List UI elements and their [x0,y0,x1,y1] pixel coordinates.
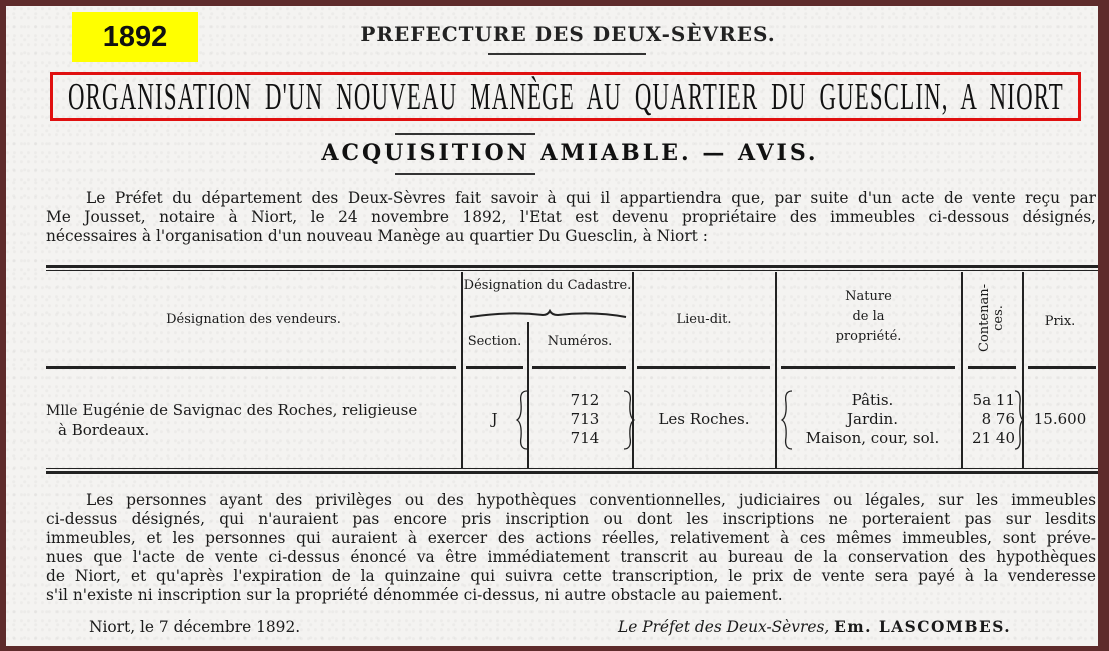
cell-prix: 15.600 [1033,410,1087,428]
header-rule [1028,366,1096,369]
signature-name: Em. LASCOMBES. [834,618,1012,636]
signature-role: Le Préfet des Deux-Sèvres, [618,618,830,636]
header-numeros: Numéros. [547,334,613,349]
closing-line: s'il n'existe ni inscription sur la propriété dénommée ci-dessus, ni autre obstacle au paiement. [46,586,783,604]
nature-item: Jardin. [847,410,898,428]
intro-line: Me Jousset, notaire à Niort, le 24 novembre 1892, l'Etat est devenu propriétaire des immeubles ci-dessous désignés, [46,208,1096,226]
article-title: ORGANISATION D'UN NOUVEAU MANÈGE AU QUARTIER DU GUESCLIN, A NIORT [67,75,1064,118]
numero-item: 712 [570,391,600,409]
header-contenances-line: ces. [991,305,1006,331]
closing-line: nues que l'acte de vente ci-dessus énoncé va être immédiatement transcrit au bureau de la conservation des hypothèques [46,548,1096,566]
header-lieu-dit: Lieu-dit. [676,312,732,327]
header-nature [776,289,961,345]
table-top-rule [46,265,1098,268]
article-subtitle: ACQUISITION AMIABLE. — AVIS. [321,140,819,166]
header-rule [46,366,456,369]
year-label: 1892 [102,20,168,53]
vendeur-title: Mlle [46,403,78,419]
cell-lieu-dit: Les Roches. [658,410,750,428]
header-rule [968,366,1016,369]
header-vendeurs: Désignation des vendeurs. [166,312,341,327]
closing-line: de Niort, et qu'après l'expiration de la quinzaine qui suivra cette transcription, le prix de vente sera payé à la venderesse [46,567,1096,585]
table-row-vendeur [46,401,458,440]
subtitle-rule-bottom [395,173,535,175]
header-contenances-line: Contenan- [977,284,992,352]
intro-line: nécessaires à l'organisation d'un nouveau Manège au quartier Du Guesclin, à Niort : [46,227,708,245]
intro-line: Le Préfet du département des Deux-Sèvres fait savoir à qui il appartiendra que, par suite d'un acte de vente reçu par [86,189,1096,207]
title-box [50,72,1081,121]
header-nature-line: propriété. [835,329,902,344]
year-highlight [72,12,198,62]
column-divider [461,272,463,468]
cell-contenances [963,391,1015,448]
header-rule [532,366,626,369]
header-section: Section. [467,334,522,349]
numero-item: 713 [570,410,600,428]
header-rule [781,366,955,369]
header-rule [637,366,770,369]
heading-rule [488,53,646,55]
left-brace-icon [515,389,529,451]
closing-line: immeubles, et les personnes qui auraient à exercer des actions réelles, relativement à ces mêmes immeubles, sont préve- [46,529,1096,547]
closing-paragraph [46,491,1096,605]
cell-nature [785,391,960,448]
subtitle-rule-top [395,133,535,135]
contenance-item: 5a 11 [972,391,1015,409]
contenance-item: 21 40 [972,429,1015,447]
closing-line: Les personnes ayant des privilèges ou des hypothèques conventionnelles, judiciaires ou légales, sur les immeubles [86,491,1096,509]
nature-item: Maison, cour, sol. [805,429,940,447]
header-rule [466,366,523,369]
numero-item: 714 [570,429,600,447]
header-nature-line: Nature [845,289,892,304]
header-cadastre: Désignation du Cadastre. [463,278,632,293]
table-bottom-rule [46,471,1098,474]
closing-line: ci-dessus désignés, qui n'auraient pas encore pris inscription ou dont les inscriptions ne porteraient pas sur lesdits [46,510,1096,528]
cell-numeros [560,391,610,448]
prefecture-heading: PREFECTURE DES DEUX-SÈVRES. [360,22,776,46]
header-nature-line: de la [852,309,885,324]
cell-section: J [491,410,498,428]
table-bottom-rule-thin [46,468,1098,469]
vendeur-name: Eugénie de Savignac des Roches, religieuse [82,401,418,419]
header-prix: Prix. [1044,314,1076,329]
vendeur-location: à Bordeaux. [58,421,150,439]
nature-item: Pâtis. [851,391,894,409]
header-contenances [978,278,1006,358]
cadastre-brace [468,309,628,321]
table-top-rule-thin [46,270,1098,271]
intro-paragraph [46,189,1096,246]
signature [618,618,1011,636]
signature-date: Niort, le 7 décembre 1892. [89,618,301,636]
contenance-item: 8 76 [981,410,1015,428]
